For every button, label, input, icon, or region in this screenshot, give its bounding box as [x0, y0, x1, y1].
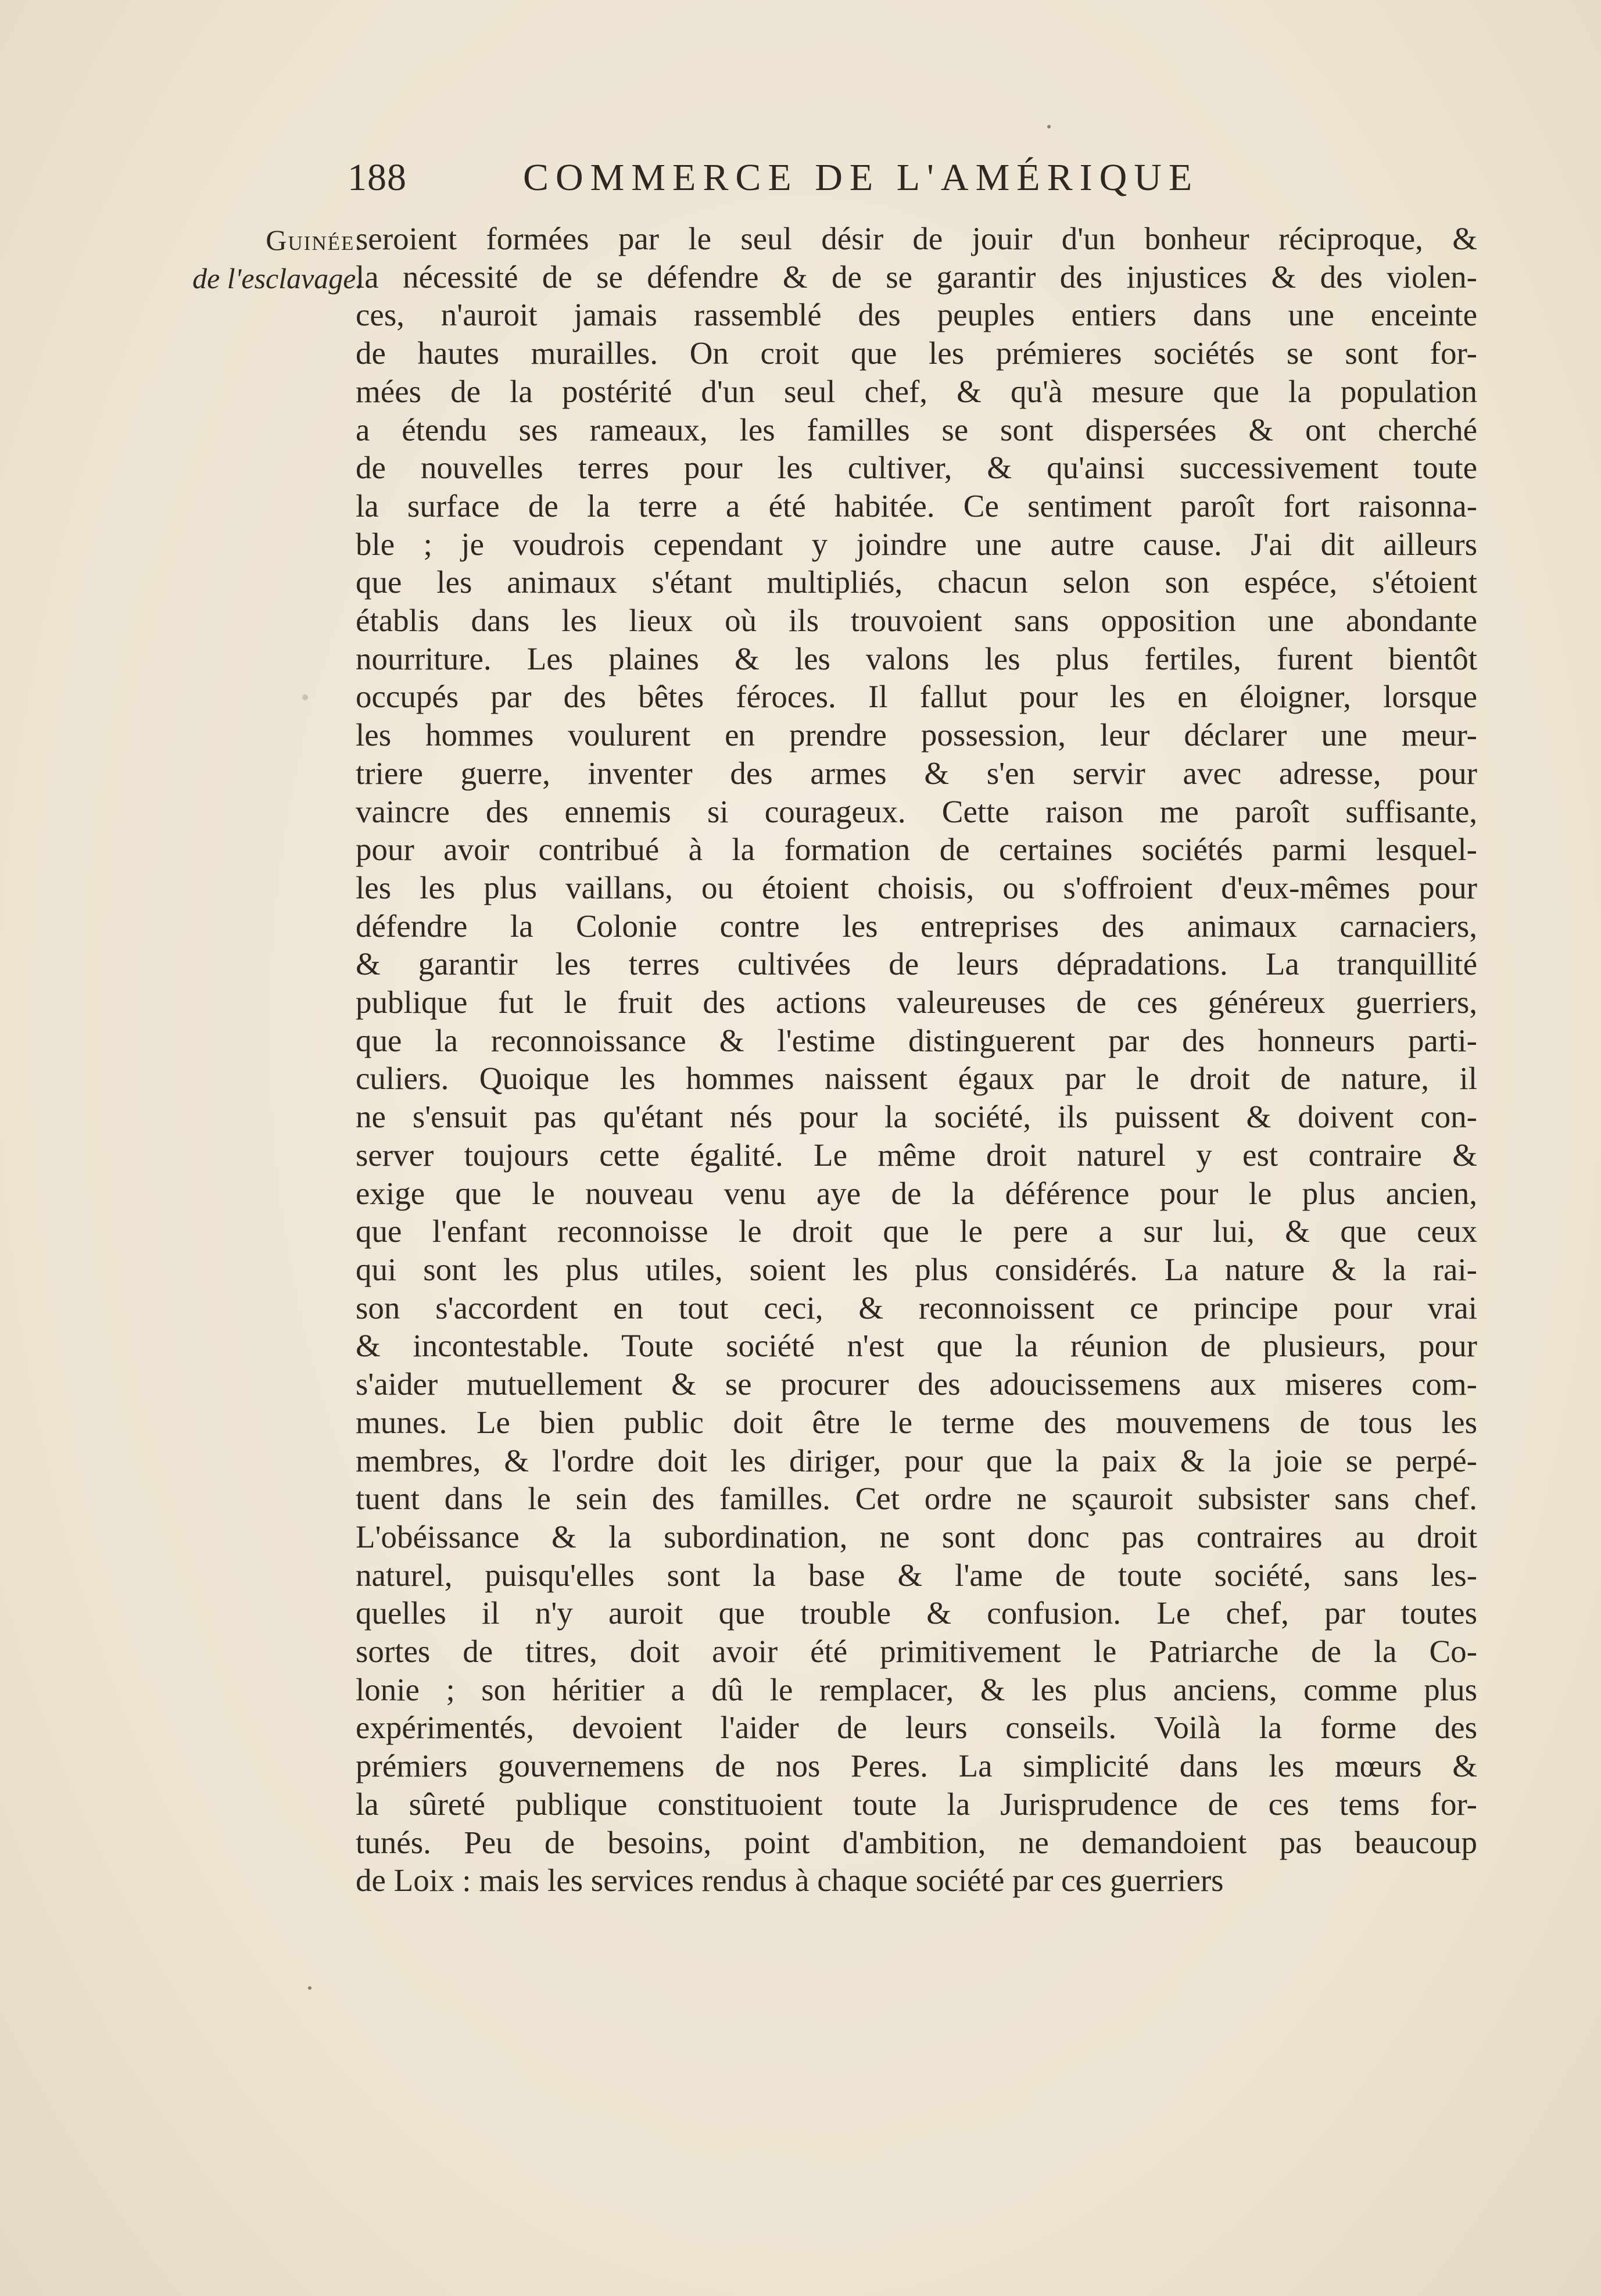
text-line: la nécessité de se défendre & de se garantir des injustices & des violen- — [356, 259, 1477, 295]
text-line: prémiers gouvernemens de nos Peres. La simplicité dans les mœurs & — [356, 1748, 1477, 1784]
text-line: tuent dans le sein des familles. Cet ordre ne sçauroit subsister sans chef. — [356, 1481, 1477, 1517]
text-line: mées de la postérité d'un seul chef, & qu'à mesure que la population — [356, 373, 1477, 409]
text-line: seroient formées par le seul désir de jouir d'un bonheur réciproque, & — [356, 221, 1477, 256]
text-line: qui sont les plus utiles, soient les plus considérés. La nature & la rai- — [356, 1251, 1477, 1287]
paper-speck — [308, 1986, 311, 1990]
text-line: sortes de titres, doit avoir été primitivement le Patriarche de la Co- — [356, 1634, 1477, 1670]
text-line: que les animaux s'étant multipliés, chacun selon son espéce, s'étoient — [356, 564, 1477, 600]
text-line: server toujours cette égalité. Le même droit naturel y est contraire & — [356, 1137, 1477, 1173]
text-line: de nouvelles terres pour les cultiver, & qu'ainsi successivement toute — [356, 450, 1477, 486]
text-line: les hommes voulurent en prendre possession, leur déclarer une meur- — [356, 717, 1477, 753]
text-line: publique fut le fruit des actions valeureuses de ces généreux guerriers, — [356, 984, 1477, 1020]
paper-speck — [1047, 125, 1051, 128]
text-line: a étendu ses rameaux, les familles se sont dispersées & ont cherché — [356, 411, 1477, 447]
text-line: de Loix : mais les services rendus à chaque société par ces guerriers — [356, 1862, 1224, 1899]
text-line: ces, n'auroit jamais rassemblé des peuples entiers dans une enceinte — [356, 297, 1477, 333]
text-line: exige que le nouveau venu aye de la déférence pour le plus ancien, — [356, 1175, 1477, 1211]
text-line: naturel, puisqu'elles sont la base & l'ame de toute société, sans les- — [356, 1557, 1477, 1593]
margin-note-line-2: de l'esclavage. — [192, 262, 363, 295]
running-title: COMMERCE DE L'AMÉRIQUE — [523, 156, 1199, 199]
paper-speck — [302, 694, 308, 700]
text-line: ble ; je voudrois cependant y joindre une autre cause. J'ai dit ailleurs — [356, 526, 1477, 562]
body-text — [356, 220, 1477, 1900]
text-line: de hautes murailles. On croit que les prémieres sociétés se sont for- — [356, 335, 1477, 371]
text-line: munes. Le bien public doit être le terme des mouvemens de tous les — [356, 1404, 1477, 1440]
text-line: nourriture. Les plaines & les valons les plus fertiles, furent bientôt — [356, 640, 1477, 676]
text-line: expérimentés, devoient l'aider de leurs conseils. Voilà la forme des — [356, 1710, 1477, 1746]
text-line: s'aider mutuellement & se procurer des adoucissemens aux miseres com- — [356, 1366, 1477, 1402]
margin-note-line-1: Guinée. — [266, 224, 363, 256]
text-line: la sûreté publique constituoient toute la Jurisprudence de ces tems for- — [356, 1786, 1477, 1822]
text-line: occupés par des bêtes féroces. Il fallut pour les en éloigner, lorsque — [356, 679, 1477, 715]
text-line: que la reconnoissance & l'estime distinguerent par des honneurs parti- — [356, 1022, 1477, 1058]
text-line: pour avoir contribué à la formation de certaines sociétés parmi lesquel- — [356, 832, 1477, 868]
text-line: la surface de la terre a été habitée. Ce sentiment paroît fort raisonna- — [356, 488, 1477, 524]
text-line: son s'accordent en tout ceci, & reconnoissent ce principe pour vrai — [356, 1290, 1477, 1326]
text-line: triere guerre, inventer des armes & s'en servir avec adresse, pour — [356, 755, 1477, 791]
text-line: que l'enfant reconnoisse le droit que le pere a sur lui, & que ceux — [356, 1213, 1477, 1249]
text-line: & incontestable. Toute société n'est que la réunion de plusieurs, pour — [356, 1328, 1477, 1364]
text-line: lonie ; son héritier a dû le remplacer, & les plus anciens, comme plus — [356, 1671, 1477, 1707]
text-line: membres, & l'ordre doit les diriger, pour que la paix & la joie se perpé- — [356, 1442, 1477, 1478]
text-line: culiers. Quoique les hommes naissent égaux par le droit de nature, il — [356, 1061, 1477, 1097]
text-line: les les plus vaillans, ou étoient choisis, ou s'offroient d'eux-mêmes pour — [356, 869, 1477, 905]
text-line: quelles il n'y auroit que trouble & confusion. Le chef, par toutes — [356, 1595, 1477, 1631]
text-line: défendre la Colonie contre les entreprises des animaux carnaciers, — [356, 908, 1477, 944]
text-line: établis dans les lieux où ils trouvoient sans opposition une abondante — [356, 603, 1477, 639]
page-number: 188 — [348, 156, 407, 199]
text-line: ne s'ensuit pas qu'étant nés pour la société, ils puissent & doivent con- — [356, 1099, 1477, 1135]
text-line: & garantir les terres cultivées de leurs dépradations. La tranquillité — [356, 946, 1477, 982]
margin-note — [131, 221, 363, 298]
text-line: vaincre des ennemis si courageux. Cette raison me paroît suffisante, — [356, 793, 1477, 829]
text-line: tunés. Peu de besoins, point d'ambition, ne demandoient pas beaucoup — [356, 1824, 1477, 1860]
text-line: L'obéissance & la subordination, ne sont donc pas contraires au droit — [356, 1518, 1477, 1554]
